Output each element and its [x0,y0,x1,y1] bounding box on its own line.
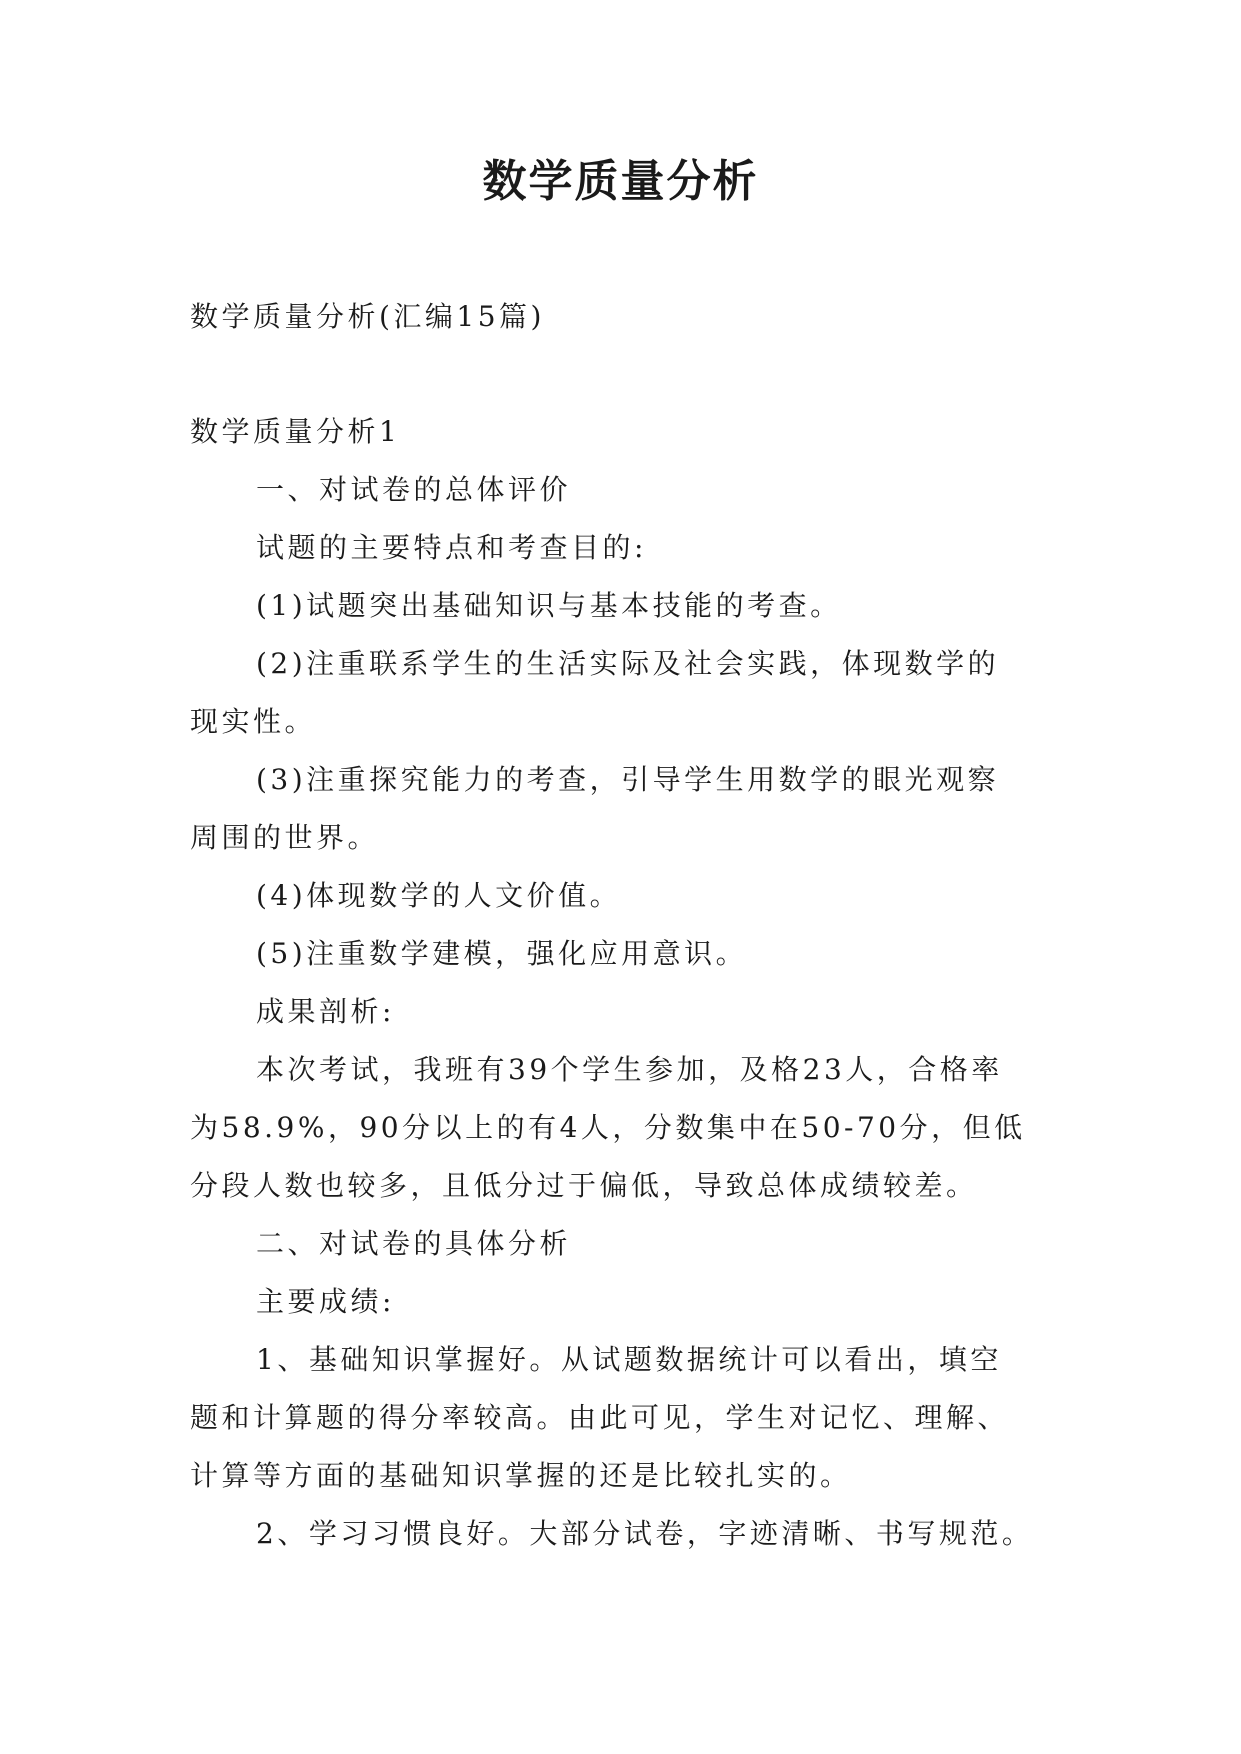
paragraph-line: 1、基础知识掌握好。从试题数据统计可以看出，填空 [256,1343,1002,1376]
paragraph-line: (3)注重探究能力的考查，引导学生用数学的眼光观察 [256,763,1000,796]
paragraph-line: 主要成绩: [256,1285,395,1318]
paragraph-line: 本次考试，我班有39个学生参加，及格23人，合格率 [256,1053,1003,1086]
paragraph-line: 周围的世界。 [190,821,380,854]
paragraph-line: (5)注重数学建模，强化应用意识。 [256,937,748,970]
document-subtitle: 数学质量分析(汇编15篇) [190,300,545,333]
paragraph-line: 计算等方面的基础知识掌握的还是比较扎实的。 [190,1459,852,1492]
section-heading: 数学质量分析1 [190,415,401,448]
paragraph-line: 试题的主要特点和考查目的: [256,531,647,564]
paragraph-line: 为58.9%，90分以上的有4人，分数集中在50-70分，但低 [190,1111,1026,1144]
paragraph-line: 2、学习习惯良好。大部分试卷，字迹清晰、书写规范。 [256,1517,1034,1550]
paragraph-line: 分段人数也较多，且低分过于偏低，导致总体成绩较差。 [190,1169,978,1202]
heading-specific-analysis: 二、对试卷的具体分析 [256,1227,572,1260]
document-title: 数学质量分析 [482,156,759,207]
paragraph-line: 成果剖析: [256,995,395,1028]
paragraph-line: (1)试题突出基础知识与基本技能的考查。 [256,589,842,622]
paragraph-line: 题和计算题的得分率较高。由此可见，学生对记忆、理解、 [190,1401,1010,1434]
heading-overall-evaluation: 一、对试卷的总体评价 [256,473,572,506]
paragraph-line: 现实性。 [190,705,317,738]
paragraph-line: (2)注重联系学生的生活实际及社会实践，体现数学的 [256,647,1000,680]
paragraph-line: (4)体现数学的人文价值。 [256,879,622,912]
